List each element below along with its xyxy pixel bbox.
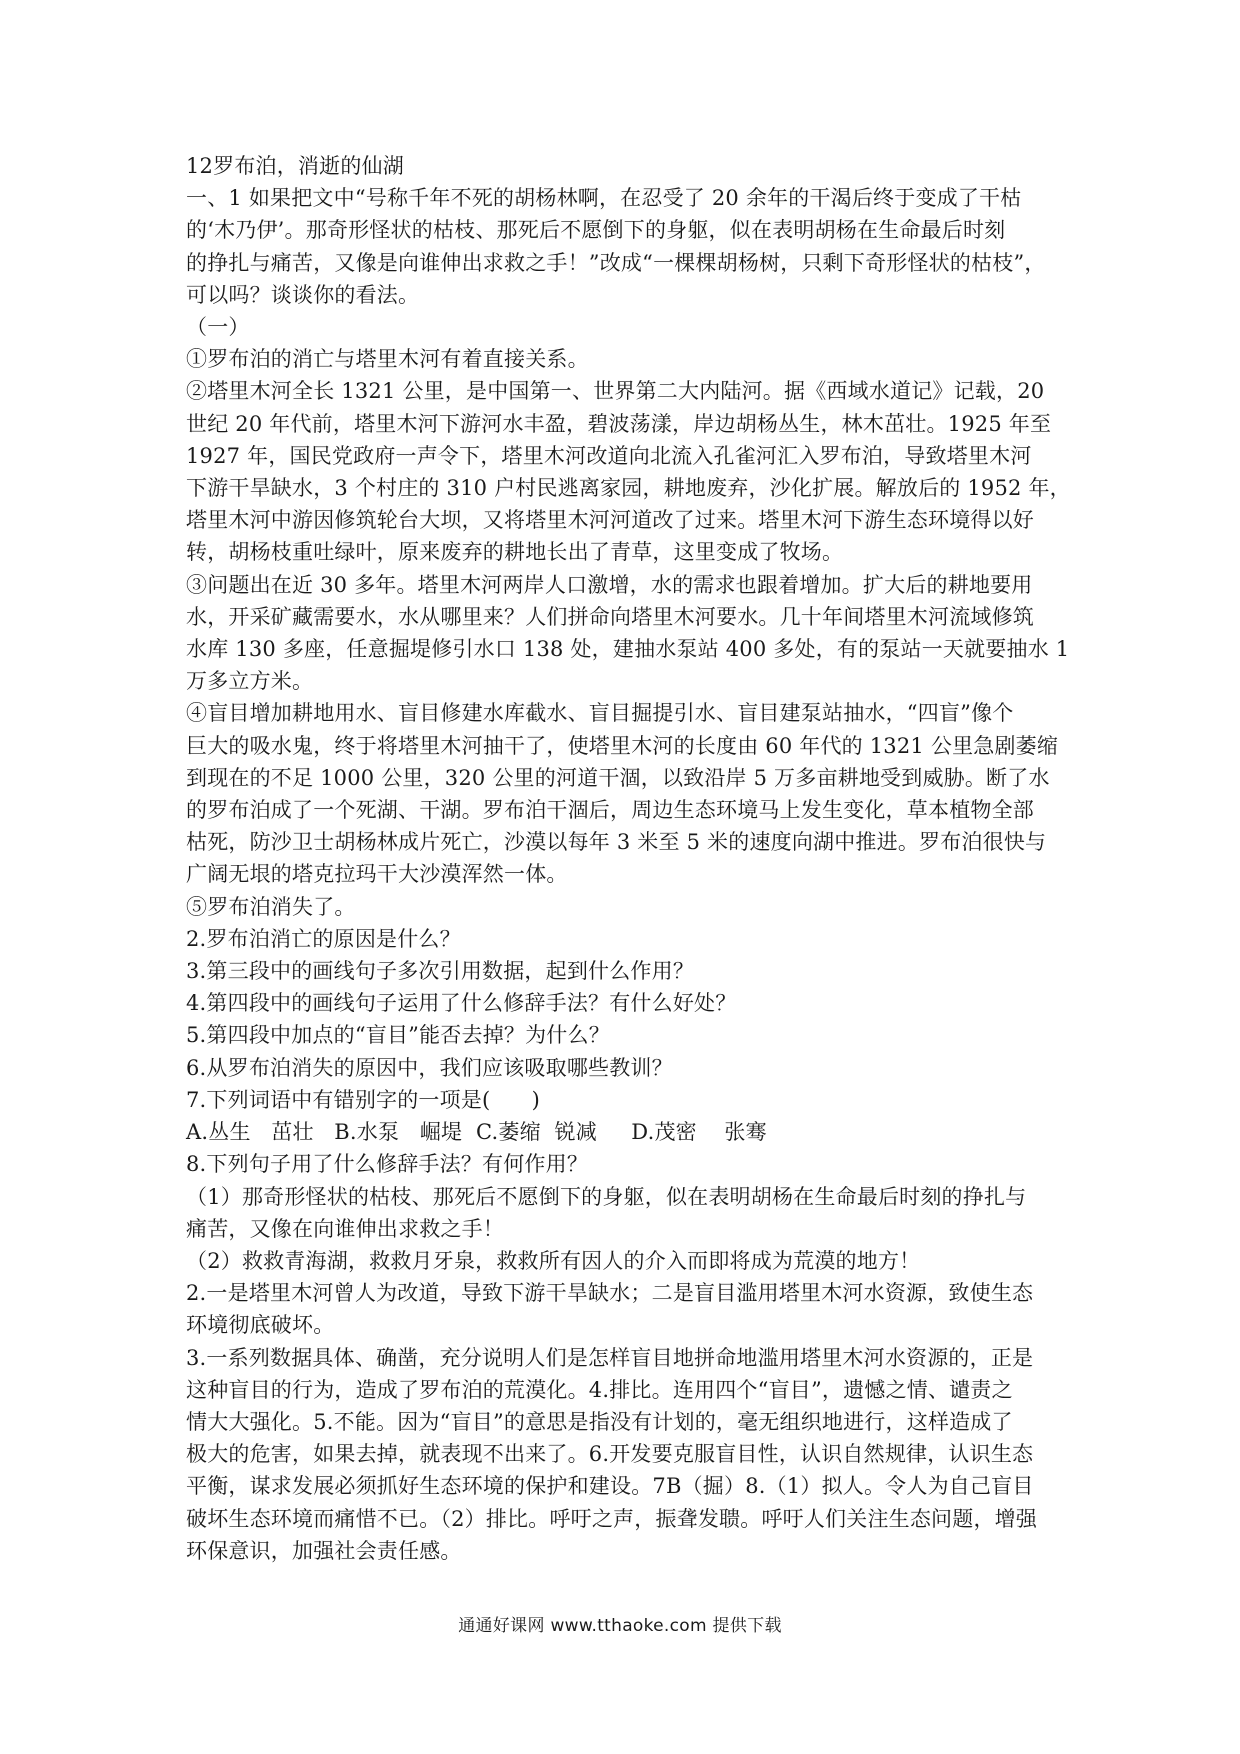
text-line: ①罗布泊的消亡与塔里木河有着直接关系。 [186,347,589,372]
text-line: 广阔无垠的塔克拉玛干大沙漠浑然一体。 [186,862,568,887]
text-line: 塔里木河中游因修筑轮台大坝，又将塔里木河河道改了过来。塔里木河下游生态环境得以好 [186,508,1034,533]
text-line: 痛苦，又像在向谁伸出求救之手！ [186,1216,504,1241]
text-line: 环境彻底破坏。 [186,1313,335,1338]
text-line: ③问题出在近 30 多年。塔里木河两岸人口激增，水的需求也跟着增加。扩大后的耕地要用 [186,572,1033,597]
text-line: 一、1 如果把文中“号称千年不死的胡杨林啊，在忍受了 20 余年的干渴后终于变成了干枯 [186,186,1022,211]
page-footer: 通通好课网 www.tthaoke.com 提供下载 [458,1616,782,1636]
document-body [186,150,1090,1567]
text-line: 4.第四段中的画线句子运用了什么修辞手法？有什么好处？ [186,991,737,1016]
text-line: ②塔里木河全长 1321 公里，是中国第一、世界第二大内陆河。据《西域水道记》记载，20 [186,379,1045,404]
text-line: A.丛生 茁壮 B.水泵 崛堤 C.萎缩 锐减 D.茂密 张骞 [186,1120,767,1145]
text-line: 2.罗布泊消亡的原因是什么？ [186,926,461,951]
text-line: 水库 130 多座，任意掘堤修引水口 138 处，建抽水泵站 400 多处，有的泵站一天就要抽水 1 [186,637,1070,662]
text-line: 6.从罗布泊消失的原因中，我们应该吸取哪些教训？ [186,1055,673,1080]
text-line: 5.第四段中加点的“盲目”能否去掉？为什么？ [186,1023,610,1048]
text-line: 2.一是塔里木河曾人为改道，导致下游干旱缺水；二是盲目滥用塔里木河水资源，致使生态 [186,1281,1034,1306]
text-line: 的罗布泊成了一个死湖、干湖。罗布泊干涸后，周边生态环境马上发生变化，草本植物全部 [186,798,1034,823]
text-line: 极大的危害，如果去掉，就表现不出来了。6.开发要克服盲目性，认识自然规律，认识生态 [186,1442,1034,1467]
text-line: 这种盲目的行为，造成了罗布泊的荒漠化。4.排比。连用四个“盲目”，遗憾之情、谴责之 [186,1377,1013,1402]
text-line: 3.第三段中的画线句子多次引用数据，起到什么作用？ [186,959,695,984]
text-line: 枯死，防沙卫士胡杨林成片死亡，沙漠以每年 3 米至 5 米的速度向湖中推进。罗布泊很快与 [186,830,1047,855]
text-line: 万多立方米。 [186,669,314,694]
text-line: 情大大强化。5.不能。因为“盲目”的意思是指没有计划的，毫无组织地进行，这样造成了 [186,1409,1013,1434]
text-line: 平衡，谋求发展必须抓好生态环境的保护和建设。7B（掘）8.（1）拟人。令人为自己盲目 [186,1474,1034,1499]
text-line: 到现在的不足 1000 公里，320 公里的河道干涸，以致沿岸 5 万多亩耕地受到威胁。断了水 [186,765,1050,790]
text-line: 环保意识，加强社会责任感。 [186,1538,462,1563]
text-line: 下游干旱缺水，3 个村庄的 310 户村民逃离家园，耕地废弃，沙化扩展。解放后的 1952 年， [186,476,1071,501]
text-line: 可以吗？谈谈你的看法。 [186,282,420,307]
text-line: 12罗布泊，消逝的仙湖 [186,154,404,178]
text-line: 巨大的吸水鬼，终于将塔里木河抽干了，使塔里木河的长度由 60 年代的 1321 公里急剧萎缩 [186,733,1059,758]
text-line: 8.下列句子用了什么修辞手法？有何作用？ [186,1152,589,1177]
text-line: （一） [186,315,250,340]
text-line: 转，胡杨枝重吐绿叶，原来废弃的耕地长出了青草，这里变成了牧场。 [186,540,844,565]
text-line: 水，开采矿藏需要水，水从哪里来？人们拼命向塔里木河要水。几十年间塔里木河流域修筑 [186,604,1034,629]
text-line: 1927 年，国民党政府一声令下，塔里木河改道向北流入孔雀河汇入罗布泊，导致塔里木河 [186,443,1032,468]
text-line: 7.下列词语中有错别字的一项是( ) [186,1087,541,1112]
text-line: 3.一系列数据具体、确凿，充分说明人们是怎样盲目地拼命地滥用塔里木河水资源的，正是 [186,1345,1034,1370]
text-line: （2）救救青海湖，救救月牙泉，救救所有因人的介入而即将成为荒漠的地方！ [186,1248,921,1273]
text-line: 的‘木乃伊’。那奇形怪状的枯枝、那死后不愿倒下的身躯，似在表明胡杨在生命最后时刻 [186,218,1006,243]
text-line: 的挣扎与痛苦，又像是向谁伸出求救之手！”改成“一棵棵胡杨树，只剩下奇形怪状的枯枝”， [186,250,1046,275]
text-line: ⑤罗布泊消失了。 [186,894,356,919]
text-line: 世纪 20 年代前，塔里木河下游河水丰盈，碧波荡漾，岸边胡杨丛生，林木茁壮。1925 年至 [186,411,1052,436]
text-line: ④盲目增加耕地用水、盲目修建水库截水、盲目掘提引水、盲目建泵站抽水，“四盲”像个 [186,701,1014,726]
text-line: 破坏生态环境而痛惜不已。（2）排比。呼吁之声，振聋发聩。呼吁人们关注生态问题，增强 [186,1506,1038,1531]
text-line: （1）那奇形怪状的枯枝、那死后不愿倒下的身躯，似在表明胡杨在生命最后时刻的挣扎与 [186,1184,1027,1209]
